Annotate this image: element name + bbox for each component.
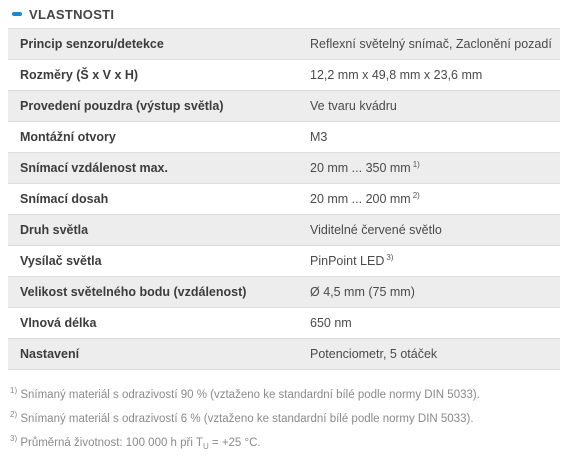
- footnote: [10, 405, 563, 429]
- section-header[interactable]: [0, 0, 563, 28]
- row-label: Princip senzoru/detekce: [8, 29, 300, 60]
- footnote-ref[interactable]: 1): [412, 160, 420, 170]
- footnote-text: Průměrná životnost: 100 000 h při T: [20, 436, 203, 449]
- table-row: [8, 277, 560, 308]
- table-row: [8, 184, 560, 215]
- row-label: Vlnová délka: [8, 308, 300, 339]
- row-value-text: Potenciometr, 5 otáček: [310, 347, 438, 361]
- table-row: [8, 215, 560, 246]
- table-row: [8, 246, 560, 277]
- row-value: [300, 91, 560, 122]
- table-row: [8, 60, 560, 91]
- footnote-text: Snímaný materiál s odrazivostí 6 % (vztaženo ke standardní bílé podle normy DIN 5033).: [20, 412, 474, 425]
- row-value: [300, 215, 560, 246]
- footnote-subscript: U: [202, 441, 209, 451]
- footnote-text: Snímaný materiál s odrazivostí 90 % (vztaženo ke standardní bílé podle normy DIN 5033).: [20, 388, 480, 401]
- row-value-text: 650 nm: [310, 316, 352, 330]
- row-label: Vysílač světla: [8, 246, 300, 277]
- footnote: [10, 429, 563, 456]
- row-value: [300, 153, 560, 184]
- row-value: [300, 184, 560, 215]
- table-row: [8, 122, 560, 153]
- table-row: [8, 153, 560, 184]
- footnote-ref[interactable]: 3): [386, 253, 394, 263]
- footnote: [10, 381, 563, 405]
- row-value: [300, 60, 560, 91]
- row-label: Snímací dosah: [8, 184, 300, 215]
- row-value-text: 20 mm ... 350 mm: [310, 161, 411, 176]
- footnotes: [10, 381, 563, 456]
- row-value: [300, 246, 560, 277]
- collapse-dash-icon[interactable]: [12, 12, 22, 16]
- row-label: Druh světla: [8, 215, 300, 246]
- row-value: [300, 308, 560, 339]
- properties-table: [8, 28, 560, 370]
- table-row: [8, 308, 560, 339]
- table-row: [8, 339, 560, 370]
- footnote-mark: 3): [10, 433, 18, 443]
- row-value-text: Ve tvaru kvádru: [310, 99, 397, 113]
- row-label: Rozměry (Š x V x H): [8, 60, 300, 91]
- row-label: Snímací vzdálenost max.: [8, 153, 300, 184]
- table-row: [8, 91, 560, 122]
- row-value: [300, 339, 560, 370]
- row-value-text: PinPoint LED: [310, 254, 385, 269]
- row-value: [300, 122, 560, 153]
- footnote-mark: 2): [10, 409, 18, 419]
- row-value-text: M3: [310, 130, 328, 144]
- row-value: [300, 277, 560, 308]
- section-title: VLASTNOSTI: [29, 6, 115, 22]
- footnote-text-end: = +25 °C.: [208, 436, 261, 449]
- table-row: [8, 29, 560, 60]
- row-value: [300, 29, 560, 60]
- row-label: Nastavení: [8, 339, 300, 370]
- footnote-mark: 1): [10, 386, 18, 395]
- footnote-ref[interactable]: 2): [412, 191, 420, 201]
- row-value-text: Ø 4,5 mm (75 mm): [310, 285, 415, 299]
- row-value-text: 12,2 mm x 49,8 mm x 23,6 mm: [310, 68, 483, 82]
- row-value-text: Viditelné červené světlo: [310, 223, 442, 237]
- row-value-text: Reflexní světelný snímač, Zaclonění pozadí: [310, 37, 552, 51]
- row-label: Velikost světelného bodu (vzdálenost): [8, 277, 300, 308]
- row-value-text: 20 mm ... 200 mm: [310, 192, 411, 207]
- row-label: Montážní otvory: [8, 122, 300, 153]
- row-label: Provedení pouzdra (výstup světla): [8, 91, 300, 122]
